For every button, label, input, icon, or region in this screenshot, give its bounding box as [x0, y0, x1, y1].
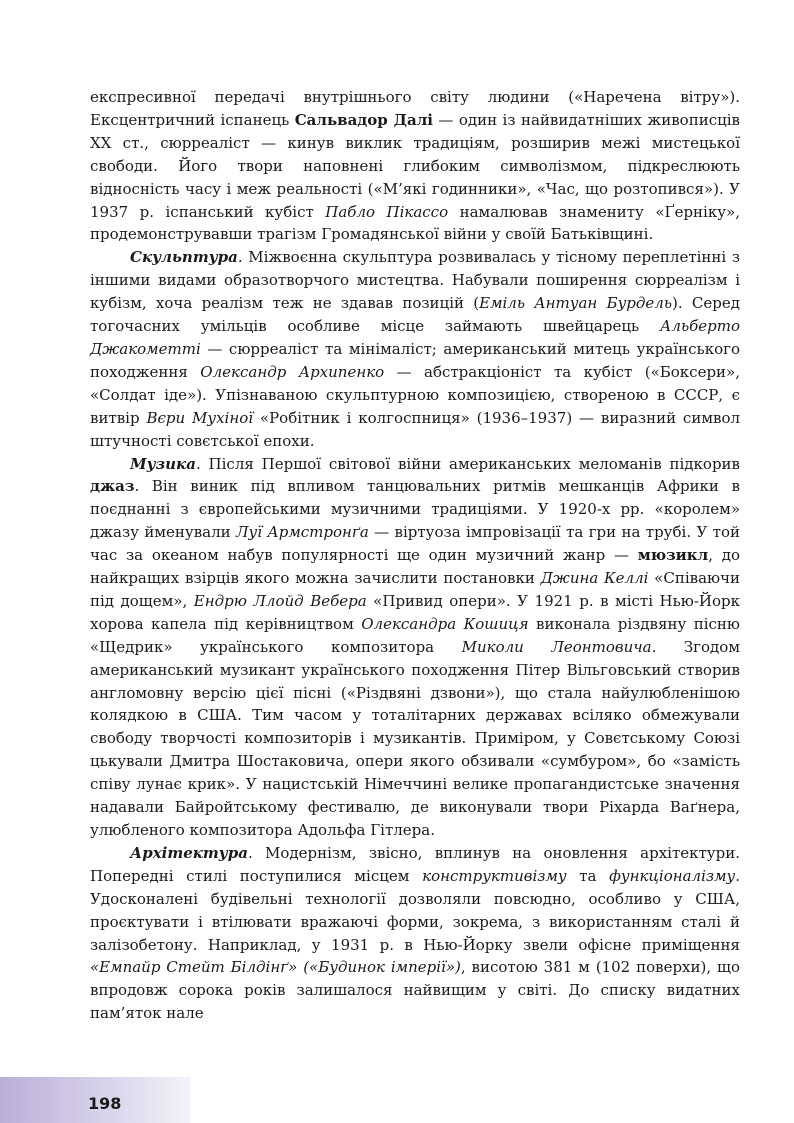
- italic-name: Альберто Джакометті: [90, 317, 740, 358]
- section-heading: Архітектура: [130, 843, 248, 862]
- italic-name: Олександра Кошиця: [361, 614, 529, 633]
- bold-term: Сальвадор Далі: [294, 110, 433, 129]
- bold-term: мюзикл: [637, 546, 709, 565]
- section-heading: Скульптура: [130, 248, 238, 267]
- text-run: ). Серед тогочасних умільців особливе місце займають швейцарець: [90, 294, 740, 336]
- text-run: «Робітник і колгоспниця» (1936–1937) — виразний символ штучності совєтської епохи.: [90, 408, 740, 450]
- text-run: , висотою 381 м (102 поверхи), що впродовж сорока років залишалося найвищим у світі. До списку видатних пам’яток нале: [90, 958, 740, 1023]
- text-run: експресивної передачі внутрішнього світу людини («Наречена вітру»). Ексцентричний іспанець: [90, 88, 740, 129]
- text-run: , до найкращих взірців якого можна зачислити постановки: [90, 546, 740, 588]
- page-number: 198: [88, 1094, 122, 1113]
- paragraph: [90, 453, 740, 842]
- text-run: — один із найвидатніших живописців XX ст., сюрреаліст — кинув виклик традиціям, розширив межі мистецької свободи. Його твори наповнені глибоким символізмом, підкреслюють відносність часу і меж реальності («М’які годинники», «Час, що розтопився»). У 1937 р. іспанський кубіст: [90, 110, 740, 221]
- paragraph: [90, 86, 740, 246]
- italic-name: Ендрю Ллойд Вебера: [193, 591, 367, 610]
- italic-name: функціоналізму: [609, 866, 736, 885]
- text-run: виконала різдвяну пісню «Щедрик» українського композитора: [90, 614, 740, 656]
- text-run: . Згодом американський музикант українського походження Пітер Вільговський створив англомовну версію цієї пісні («Різдвяні дзвони»), що стала найулюбленішою колядкою в США. Тим часом у тоталітарних державах всіляко обмежували свободу творчості композиторів і музикантів. Приміром, у Совєтському Союзі цькували Дмитра Шостаковича, опери якого обзивали «сумбуром», бо «замість співу лунає крик». У нацистській Німеччині велике пропагандистське значення надавали Байройтському фестивалю, де виконували твори Ріхарда Ваґнера, улюбленого композитора Адольфа Гітлера.: [90, 637, 740, 839]
- text-run: . Він виник під впливом танцювальних ритмів мешканців Африки в поєднанні з європейськими музичними традиціями. У 1920-х рр. «королем» джазу йменували: [90, 477, 740, 542]
- italic-name: Миколи Леонтовича: [461, 637, 652, 656]
- italic-name: Еміль Антуан Бурдель: [479, 294, 673, 313]
- text-run: — абстракціоніст та кубіст («Боксери», «Солдат іде»). Упізнаваною скульптурною композицією, створеною в СССР, є витвір: [90, 362, 741, 427]
- text-run: . Після Першої світової війни американських меломанів підкорив: [195, 454, 740, 473]
- italic-name: «Емпайр Стейт Білдінґ» («Будинок імперії»): [90, 958, 461, 977]
- italic-name: Вєри Мухіної: [146, 408, 254, 427]
- page-body: [90, 86, 740, 1025]
- text-run: «Привид опери». У 1921 р. в місті Нью-Йорк хорова капела під керівництвом: [90, 591, 740, 633]
- bold-term: джаз: [90, 477, 135, 496]
- italic-name: конструктивізму: [422, 866, 567, 885]
- text-run: та: [566, 866, 610, 885]
- text-run: намалював знамениту «Ґерніку», продемонструвавши трагізм Громадянської війни у своїй Батьківщині.: [90, 202, 740, 244]
- paragraph: [90, 246, 740, 452]
- italic-name: Джина Келлі: [540, 569, 649, 588]
- italic-name: Луї Армстронґа: [236, 523, 369, 542]
- text-run: — віртуоза імпровізації та гри на трубі. У той час за океаном набув популярності ще один музичний жанр —: [90, 523, 740, 565]
- text-run: . Удосконалені будівельні технології дозволяли повсюдно, особливо у США, проєктувати і втілювати вражаючі форми, зокрема, з використанням сталі й залізобетону. Наприклад, у 1931 р. в Нью-Йорку звели офісне приміщення: [90, 866, 741, 954]
- text-run: «Співаючи під дощем»,: [90, 569, 740, 610]
- text-run: . Модернізм, звісно, вплинув на оновлення архітектури. Попередні стилі поступилися місцем: [90, 843, 740, 885]
- text-run: — сюрреаліст та мінімаліст; американський митець українського походження: [90, 339, 740, 381]
- section-heading: Музика: [130, 454, 196, 473]
- text-run: . Міжвоєнна скульптура розвивалась у тісному переплетінні з іншими видами образотворчого мистецтва. Набували поширення сюрреалізм і кубізм, хоча реалізм теж не здавав позицій (: [90, 248, 740, 313]
- paragraph: [90, 842, 740, 1025]
- italic-name: Пабло Пікассо: [325, 202, 449, 221]
- italic-name: Олександр Архипенко: [200, 362, 385, 381]
